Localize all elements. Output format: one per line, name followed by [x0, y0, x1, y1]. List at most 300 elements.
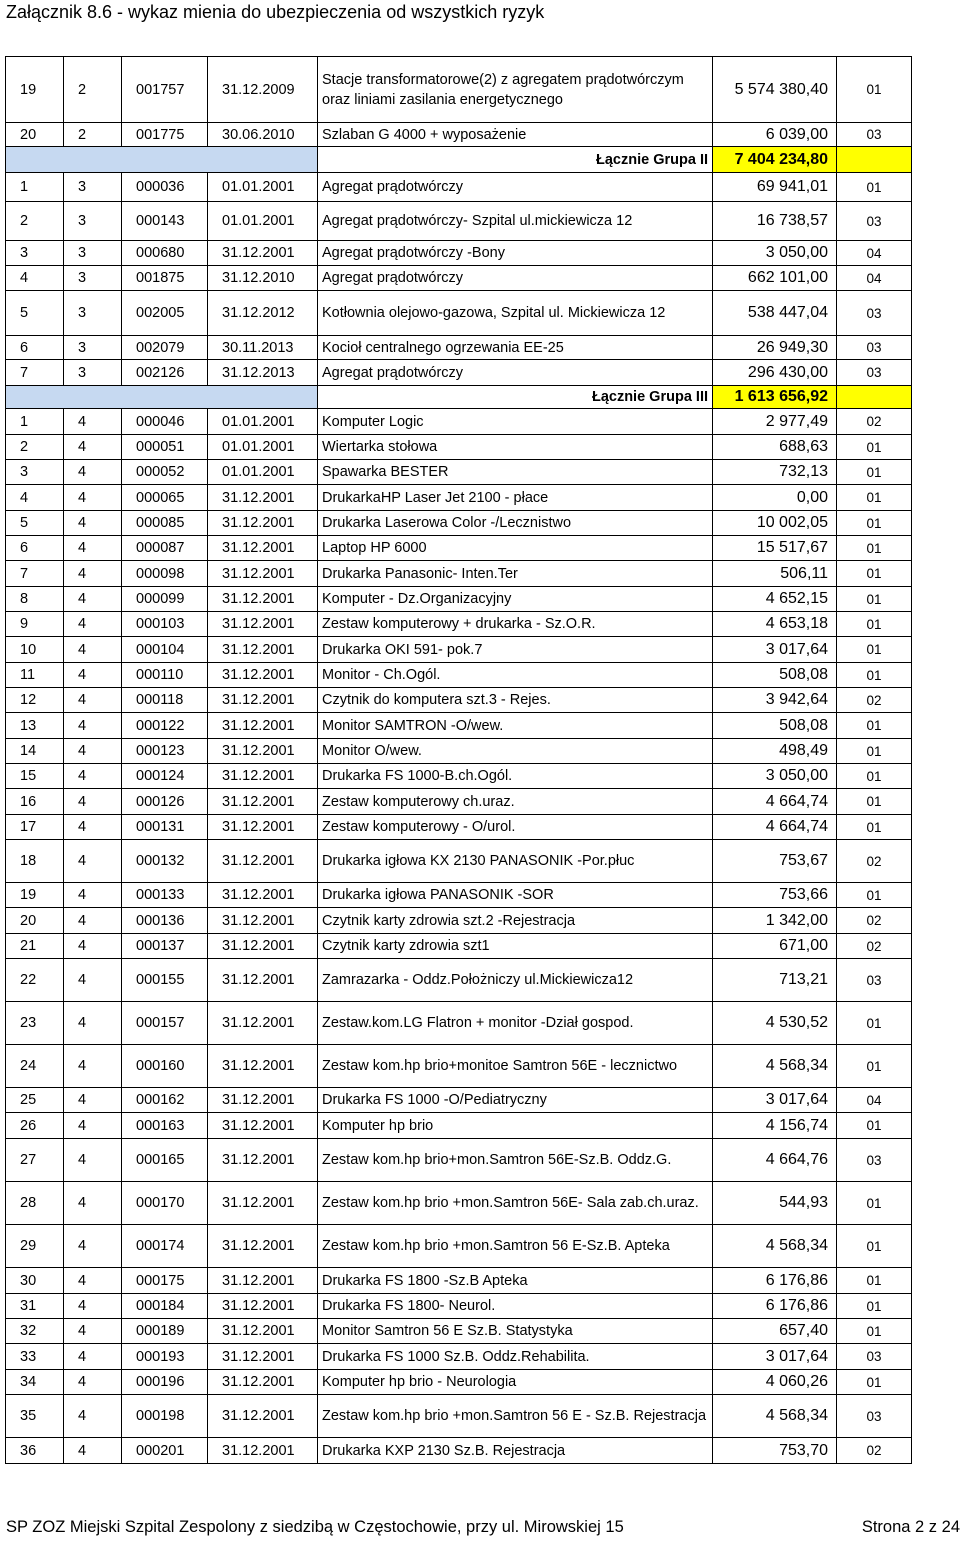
subtotal-label: Łącznie Grupa II [318, 147, 713, 173]
cell-code: 03 [837, 202, 912, 241]
cell-code: 03 [837, 336, 912, 360]
cell-code: 01 [837, 637, 912, 663]
cell-code: 01 [837, 1268, 912, 1294]
table-row [6, 587, 912, 612]
subtotal-row [6, 386, 912, 409]
cell-value: 498,49 [713, 739, 837, 764]
cell-code: 03 [837, 1139, 912, 1182]
cell-group: 4 [64, 764, 122, 789]
cell-lp: 5 [6, 511, 64, 536]
cell-value: 10 002,05 [713, 511, 837, 536]
cell-asset-name: Zestaw komputerowy ch.uraz. [318, 789, 713, 815]
cell-code: 01 [837, 1002, 912, 1045]
cell-date: 31.12.2001 [208, 1438, 318, 1464]
cell-inventory-number: 000065 [122, 485, 208, 511]
cell-asset-name: Drukarka FS 1000 Sz.B. Oddz.Rehabilita. [318, 1344, 713, 1370]
table-row [6, 1319, 912, 1344]
cell-date: 31.12.2001 [208, 1045, 318, 1088]
cell-asset-name: Komputer hp brio [318, 1113, 713, 1139]
cell-date: 31.12.2001 [208, 637, 318, 663]
cell-date: 31.12.2001 [208, 1002, 318, 1045]
cell-lp: 4 [6, 485, 64, 511]
cell-value: 4 664,76 [713, 1139, 837, 1182]
table-row [6, 435, 912, 460]
cell-inventory-number: 000170 [122, 1182, 208, 1225]
cell-group: 4 [64, 1045, 122, 1088]
cell-value: 688,63 [713, 435, 837, 460]
table-row [6, 511, 912, 536]
cell-group: 4 [64, 789, 122, 815]
cell-value: 657,40 [713, 1319, 837, 1344]
table-row [6, 1088, 912, 1113]
cell-group: 4 [64, 1139, 122, 1182]
cell-group: 4 [64, 460, 122, 485]
cell-lp: 29 [6, 1225, 64, 1268]
table-row [6, 336, 912, 360]
cell-asset-name: Agregat prądotwórczy- Szpital ul.mickiewicza 12 [318, 202, 713, 241]
cell-date: 31.12.2001 [208, 1344, 318, 1370]
cell-value: 3 050,00 [713, 764, 837, 789]
cell-inventory-number: 000175 [122, 1268, 208, 1294]
cell-asset-name: Komputer hp brio - Neurologia [318, 1370, 713, 1395]
cell-code: 01 [837, 612, 912, 637]
cell-group: 4 [64, 908, 122, 934]
cell-group: 4 [64, 536, 122, 561]
cell-asset-name: Agregat prądotwórczy [318, 173, 713, 202]
subtotal-value: 1 613 656,92 [713, 386, 837, 409]
cell-inventory-number: 000098 [122, 561, 208, 587]
cell-lp: 16 [6, 789, 64, 815]
cell-lp: 32 [6, 1319, 64, 1344]
cell-inventory-number: 002079 [122, 336, 208, 360]
cell-code: 01 [837, 511, 912, 536]
cell-date: 31.12.2001 [208, 1395, 318, 1438]
cell-lp: 36 [6, 1438, 64, 1464]
table-row [6, 815, 912, 840]
footer-institution: SP ZOZ Miejski Szpital Zespolony z siedzibą w Częstochowie, przy ul. Mirowskiej 15 [6, 1518, 624, 1536]
cell-value: 4 568,34 [713, 1225, 837, 1268]
cell-asset-name: Zestaw kom.hp brio+monitoe Samtron 56E - lecznictwo [318, 1045, 713, 1088]
cell-value: 15 517,67 [713, 536, 837, 561]
cell-asset-name: Drukarka igłowa PANASONIK -SOR [318, 883, 713, 908]
cell-inventory-number: 000103 [122, 612, 208, 637]
cell-value: 753,70 [713, 1438, 837, 1464]
table-row [6, 908, 912, 934]
cell-lp: 18 [6, 840, 64, 883]
cell-inventory-number: 001875 [122, 266, 208, 291]
cell-date: 31.12.2001 [208, 1370, 318, 1395]
cell-code: 01 [837, 1370, 912, 1395]
cell-asset-name: Agregat prądotwórczy [318, 360, 713, 386]
cell-group: 4 [64, 612, 122, 637]
cell-code: 02 [837, 688, 912, 713]
cell-asset-name: Drukarka FS 1800 -Sz.B Apteka [318, 1268, 713, 1294]
cell-lp: 34 [6, 1370, 64, 1395]
cell-inventory-number: 000087 [122, 536, 208, 561]
table-row [6, 1139, 912, 1182]
cell-asset-name: Drukarka Laserowa Color -/Lecznistwo [318, 511, 713, 536]
cell-date: 31.12.2001 [208, 1294, 318, 1319]
table-row [6, 612, 912, 637]
cell-inventory-number: 001775 [122, 123, 208, 147]
cell-date: 01.01.2001 [208, 202, 318, 241]
cell-group: 4 [64, 1438, 122, 1464]
cell-group: 4 [64, 840, 122, 883]
cell-inventory-number: 000198 [122, 1395, 208, 1438]
cell-value: 69 941,01 [713, 173, 837, 202]
cell-value: 4 156,74 [713, 1113, 837, 1139]
table-row [6, 637, 912, 663]
cell-date: 31.12.2001 [208, 1088, 318, 1113]
cell-value: 4 664,74 [713, 789, 837, 815]
cell-asset-name: Drukarka KXP 2130 Sz.B. Rejestracja [318, 1438, 713, 1464]
cell-group: 4 [64, 739, 122, 764]
cell-asset-name: DrukarkaHP Laser Jet 2100 - płace [318, 485, 713, 511]
cell-asset-name: Zestaw kom.hp brio +mon.Samtron 56 E - Sz.B. Rejestracja [318, 1395, 713, 1438]
cell-code: 01 [837, 789, 912, 815]
subtotal-spacer [6, 147, 318, 173]
cell-asset-name: Wiertarka stołowa [318, 435, 713, 460]
cell-asset-name: Drukarka FS 1800- Neurol. [318, 1294, 713, 1319]
cell-date: 31.12.2001 [208, 587, 318, 612]
table-row [6, 1113, 912, 1139]
cell-asset-name: Monitor O/wew. [318, 739, 713, 764]
cell-inventory-number: 001757 [122, 57, 208, 123]
cell-group: 4 [64, 485, 122, 511]
cell-code: 01 [837, 57, 912, 123]
cell-lp: 17 [6, 815, 64, 840]
asset-table-body [6, 57, 912, 1464]
cell-value: 2 977,49 [713, 409, 837, 435]
cell-date: 31.12.2001 [208, 1139, 318, 1182]
cell-date: 30.11.2013 [208, 336, 318, 360]
cell-group: 4 [64, 1225, 122, 1268]
cell-group: 4 [64, 587, 122, 612]
cell-group: 3 [64, 360, 122, 386]
cell-date: 31.12.2010 [208, 266, 318, 291]
cell-lp: 8 [6, 587, 64, 612]
cell-lp: 3 [6, 241, 64, 266]
cell-date: 01.01.2001 [208, 460, 318, 485]
cell-inventory-number: 000163 [122, 1113, 208, 1139]
cell-code: 03 [837, 360, 912, 386]
cell-date: 31.12.2001 [208, 1319, 318, 1344]
cell-group: 3 [64, 266, 122, 291]
cell-lp: 26 [6, 1113, 64, 1139]
cell-asset-name: Zestaw komputerowy + drukarka - Sz.O.R. [318, 612, 713, 637]
cell-code: 04 [837, 266, 912, 291]
cell-code: 04 [837, 1088, 912, 1113]
cell-date: 31.12.2001 [208, 764, 318, 789]
cell-code: 01 [837, 1225, 912, 1268]
cell-inventory-number: 000036 [122, 173, 208, 202]
cell-inventory-number: 000099 [122, 587, 208, 612]
table-row [6, 959, 912, 1002]
cell-value: 4 060,26 [713, 1370, 837, 1395]
cell-group: 4 [64, 511, 122, 536]
cell-group: 4 [64, 1370, 122, 1395]
cell-date: 31.12.2001 [208, 934, 318, 959]
cell-asset-name: Monitor - Ch.Ogól. [318, 663, 713, 688]
cell-code: 01 [837, 1113, 912, 1139]
cell-asset-name: Kocioł centralnego ogrzewania EE-25 [318, 336, 713, 360]
cell-asset-name: Monitor SAMTRON -O/wew. [318, 713, 713, 739]
cell-inventory-number: 000118 [122, 688, 208, 713]
cell-value: 732,13 [713, 460, 837, 485]
cell-inventory-number: 000137 [122, 934, 208, 959]
cell-date: 31.12.2001 [208, 561, 318, 587]
cell-lp: 13 [6, 713, 64, 739]
cell-asset-name: Komputer Logic [318, 409, 713, 435]
cell-inventory-number: 000201 [122, 1438, 208, 1464]
cell-date: 31.12.2001 [208, 612, 318, 637]
cell-date: 31.12.2012 [208, 291, 318, 336]
cell-lp: 25 [6, 1088, 64, 1113]
cell-asset-name: Zestaw.kom.LG Flatron + monitor -Dział gospod. [318, 1002, 713, 1045]
table-row [6, 266, 912, 291]
cell-value: 753,67 [713, 840, 837, 883]
table-row [6, 460, 912, 485]
cell-lp: 2 [6, 202, 64, 241]
cell-inventory-number: 000193 [122, 1344, 208, 1370]
cell-inventory-number: 000122 [122, 713, 208, 739]
cell-value: 544,93 [713, 1182, 837, 1225]
cell-asset-name: Zamrazarka - Oddz.Położniczy ul.Mickiewicza12 [318, 959, 713, 1002]
cell-inventory-number: 000143 [122, 202, 208, 241]
cell-value: 26 949,30 [713, 336, 837, 360]
cell-asset-name: Kotłownia olejowo-gazowa, Szpital ul. Mickiewicza 12 [318, 291, 713, 336]
cell-date: 31.12.2001 [208, 815, 318, 840]
cell-asset-name: Drukarka igłowa KX 2130 PANASONIK -Por.płuc [318, 840, 713, 883]
cell-inventory-number: 000160 [122, 1045, 208, 1088]
cell-date: 31.12.2001 [208, 840, 318, 883]
cell-value: 6 176,86 [713, 1294, 837, 1319]
cell-group: 4 [64, 409, 122, 435]
table-row [6, 1395, 912, 1438]
cell-lp: 4 [6, 266, 64, 291]
cell-group: 3 [64, 202, 122, 241]
cell-lp: 14 [6, 739, 64, 764]
table-row [6, 840, 912, 883]
cell-asset-name: Stacje transformatorowe(2) z agregatem prądotwórczym oraz liniami zasilania energetycznego [318, 57, 713, 123]
cell-lp: 6 [6, 336, 64, 360]
cell-inventory-number: 000155 [122, 959, 208, 1002]
cell-date: 31.12.2001 [208, 959, 318, 1002]
cell-code: 01 [837, 1182, 912, 1225]
cell-date: 31.12.2001 [208, 241, 318, 266]
cell-inventory-number: 000051 [122, 435, 208, 460]
cell-asset-name: Monitor Samtron 56 E Sz.B. Statystyka [318, 1319, 713, 1344]
cell-code: 01 [837, 536, 912, 561]
table-row [6, 409, 912, 435]
subtotal-filler [837, 147, 912, 173]
cell-code: 02 [837, 934, 912, 959]
cell-value: 296 430,00 [713, 360, 837, 386]
cell-value: 4 568,34 [713, 1395, 837, 1438]
cell-asset-name: Zestaw kom.hp brio +mon.Samtron 56E- Sala zab.ch.uraz. [318, 1182, 713, 1225]
cell-code: 03 [837, 123, 912, 147]
cell-code: 01 [837, 739, 912, 764]
cell-group: 3 [64, 173, 122, 202]
cell-code: 01 [837, 663, 912, 688]
cell-date: 31.12.2009 [208, 57, 318, 123]
cell-asset-name: Drukarka Panasonic- Inten.Ter [318, 561, 713, 587]
cell-group: 4 [64, 637, 122, 663]
table-row [6, 57, 912, 123]
cell-value: 753,66 [713, 883, 837, 908]
cell-value: 3 017,64 [713, 637, 837, 663]
cell-date: 31.12.2001 [208, 536, 318, 561]
cell-value: 3 942,64 [713, 688, 837, 713]
table-row [6, 561, 912, 587]
cell-group: 4 [64, 1113, 122, 1139]
cell-inventory-number: 000136 [122, 908, 208, 934]
cell-inventory-number: 000110 [122, 663, 208, 688]
cell-asset-name: Laptop HP 6000 [318, 536, 713, 561]
cell-group: 4 [64, 1395, 122, 1438]
cell-inventory-number: 000131 [122, 815, 208, 840]
cell-lp: 9 [6, 612, 64, 637]
cell-lp: 35 [6, 1395, 64, 1438]
cell-inventory-number: 000085 [122, 511, 208, 536]
cell-value: 506,11 [713, 561, 837, 587]
cell-code: 01 [837, 460, 912, 485]
cell-date: 31.12.2013 [208, 360, 318, 386]
cell-value: 4 652,15 [713, 587, 837, 612]
cell-code: 02 [837, 409, 912, 435]
cell-value: 3 017,64 [713, 1344, 837, 1370]
cell-date: 31.12.2001 [208, 1268, 318, 1294]
table-row [6, 934, 912, 959]
cell-value: 508,08 [713, 713, 837, 739]
table-row [6, 485, 912, 511]
cell-group: 4 [64, 959, 122, 1002]
table-row [6, 1225, 912, 1268]
cell-date: 31.12.2001 [208, 713, 318, 739]
cell-asset-name: Agregat prądotwórczy [318, 266, 713, 291]
cell-asset-name: Spawarka BESTER [318, 460, 713, 485]
cell-code: 01 [837, 561, 912, 587]
subtotal-value: 7 404 234,80 [713, 147, 837, 173]
table-row [6, 739, 912, 764]
table-row [6, 1294, 912, 1319]
cell-group: 4 [64, 1182, 122, 1225]
cell-group: 4 [64, 713, 122, 739]
cell-value: 5 574 380,40 [713, 57, 837, 123]
cell-inventory-number: 002005 [122, 291, 208, 336]
cell-asset-name: Agregat prądotwórczy -Bony [318, 241, 713, 266]
table-row [6, 291, 912, 336]
cell-value: 1 342,00 [713, 908, 837, 934]
cell-lp: 7 [6, 561, 64, 587]
cell-group: 4 [64, 815, 122, 840]
table-row [6, 1045, 912, 1088]
cell-group: 4 [64, 435, 122, 460]
cell-asset-name: Zestaw kom.hp brio +mon.Samtron 56 E-Sz.B. Apteka [318, 1225, 713, 1268]
cell-asset-name: Czytnik karty zdrowia szt1 [318, 934, 713, 959]
cell-value: 3 017,64 [713, 1088, 837, 1113]
cell-inventory-number: 000126 [122, 789, 208, 815]
cell-date: 31.12.2001 [208, 1182, 318, 1225]
subtotal-spacer [6, 386, 318, 409]
cell-group: 4 [64, 663, 122, 688]
table-row [6, 123, 912, 147]
cell-value: 0,00 [713, 485, 837, 511]
cell-inventory-number: 000165 [122, 1139, 208, 1182]
cell-code: 01 [837, 173, 912, 202]
cell-group: 2 [64, 57, 122, 123]
cell-inventory-number: 000133 [122, 883, 208, 908]
table-row [6, 1182, 912, 1225]
cell-inventory-number: 000104 [122, 637, 208, 663]
cell-group: 4 [64, 561, 122, 587]
cell-lp: 2 [6, 435, 64, 460]
cell-date: 31.12.2001 [208, 511, 318, 536]
cell-value: 4 664,74 [713, 815, 837, 840]
cell-lp: 19 [6, 883, 64, 908]
asset-table-container [5, 56, 911, 1464]
cell-lp: 1 [6, 173, 64, 202]
subtotal-filler [837, 386, 912, 409]
cell-asset-name: Drukarka FS 1000-B.ch.Ogól. [318, 764, 713, 789]
cell-inventory-number: 000680 [122, 241, 208, 266]
cell-value: 662 101,00 [713, 266, 837, 291]
cell-lp: 12 [6, 688, 64, 713]
table-row [6, 360, 912, 386]
cell-date: 31.12.2001 [208, 908, 318, 934]
cell-lp: 31 [6, 1294, 64, 1319]
table-row [6, 789, 912, 815]
cell-group: 4 [64, 1088, 122, 1113]
subtotal-label: Łącznie Grupa III [318, 386, 713, 409]
cell-date: 31.12.2001 [208, 789, 318, 815]
cell-asset-name: Zestaw komputerowy - O/urol. [318, 815, 713, 840]
cell-asset-name: Zestaw kom.hp brio+mon.Samtron 56E-Sz.B. Oddz.G. [318, 1139, 713, 1182]
cell-group: 3 [64, 291, 122, 336]
cell-lp: 11 [6, 663, 64, 688]
cell-code: 01 [837, 435, 912, 460]
cell-code: 01 [837, 1319, 912, 1344]
cell-date: 31.12.2001 [208, 663, 318, 688]
cell-lp: 19 [6, 57, 64, 123]
asset-table [5, 56, 912, 1464]
cell-date: 31.12.2001 [208, 1113, 318, 1139]
footer-page-number: Strona 2 z 24 [861, 1518, 960, 1536]
cell-inventory-number: 000184 [122, 1294, 208, 1319]
table-row [6, 663, 912, 688]
table-row [6, 713, 912, 739]
cell-lp: 27 [6, 1139, 64, 1182]
table-row [6, 1438, 912, 1464]
cell-date: 01.01.2001 [208, 173, 318, 202]
cell-group: 4 [64, 688, 122, 713]
cell-value: 4 530,52 [713, 1002, 837, 1045]
cell-date: 01.01.2001 [208, 409, 318, 435]
cell-lp: 23 [6, 1002, 64, 1045]
cell-lp: 22 [6, 959, 64, 1002]
cell-code: 03 [837, 1395, 912, 1438]
cell-code: 01 [837, 815, 912, 840]
cell-lp: 10 [6, 637, 64, 663]
cell-inventory-number: 000124 [122, 764, 208, 789]
table-row [6, 1002, 912, 1045]
cell-code: 01 [837, 1045, 912, 1088]
cell-code: 04 [837, 241, 912, 266]
cell-code: 01 [837, 1294, 912, 1319]
cell-group: 4 [64, 1268, 122, 1294]
cell-inventory-number: 000189 [122, 1319, 208, 1344]
cell-date: 31.12.2001 [208, 1225, 318, 1268]
